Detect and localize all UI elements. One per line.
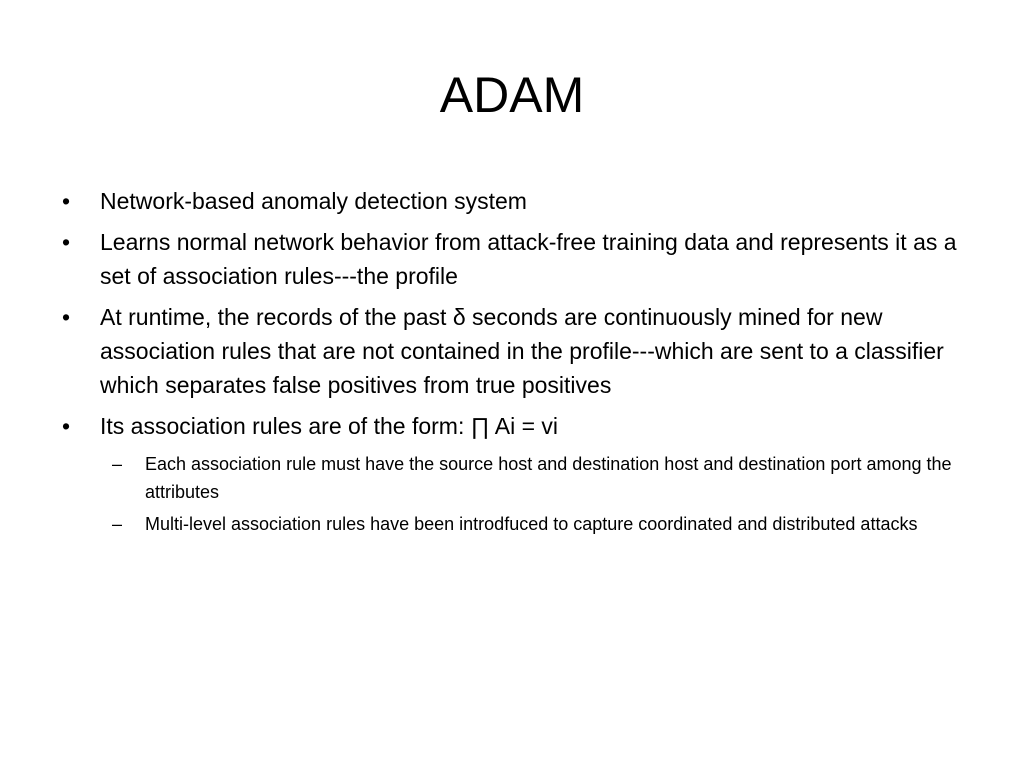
bullet-item — [62, 409, 962, 443]
sub-bullet-item — [100, 510, 962, 538]
bullet-item — [62, 300, 962, 402]
bullet-item — [62, 225, 962, 293]
slide-content — [62, 184, 962, 542]
sub-bullet-text: Each association rule must have the source host and destination host and destination port among the attributes — [145, 454, 952, 502]
bullet-marker: • — [62, 188, 71, 214]
sub-bullet-item — [100, 450, 962, 506]
bullet-text: At runtime, the records of the past δ seconds are continuously mined for new association rules that are not contained in the profile---which are sent to a classifier which separates false positives from true positives — [100, 304, 944, 398]
sub-bullet-marker: – — [112, 514, 123, 534]
sub-bullet-text: Multi-level association rules have been introdfuced to capture coordinated and distributed attacks — [145, 514, 918, 534]
bullet-marker: • — [62, 304, 71, 330]
bullet-marker: • — [62, 413, 71, 439]
bullet-text: Learns normal network behavior from attack-free training data and represents it as a set of association rules---the profile — [100, 229, 957, 289]
bullet-text: Network-based anomaly detection system — [100, 188, 527, 214]
sub-bullet-list — [62, 450, 962, 538]
slide-title: ADAM — [439, 67, 585, 123]
sub-bullet-marker: – — [112, 454, 123, 474]
bullet-item — [62, 184, 962, 218]
bullet-marker: • — [62, 229, 71, 255]
bullet-text: Its association rules are of the form: ∏ Ai = vi — [100, 413, 559, 439]
